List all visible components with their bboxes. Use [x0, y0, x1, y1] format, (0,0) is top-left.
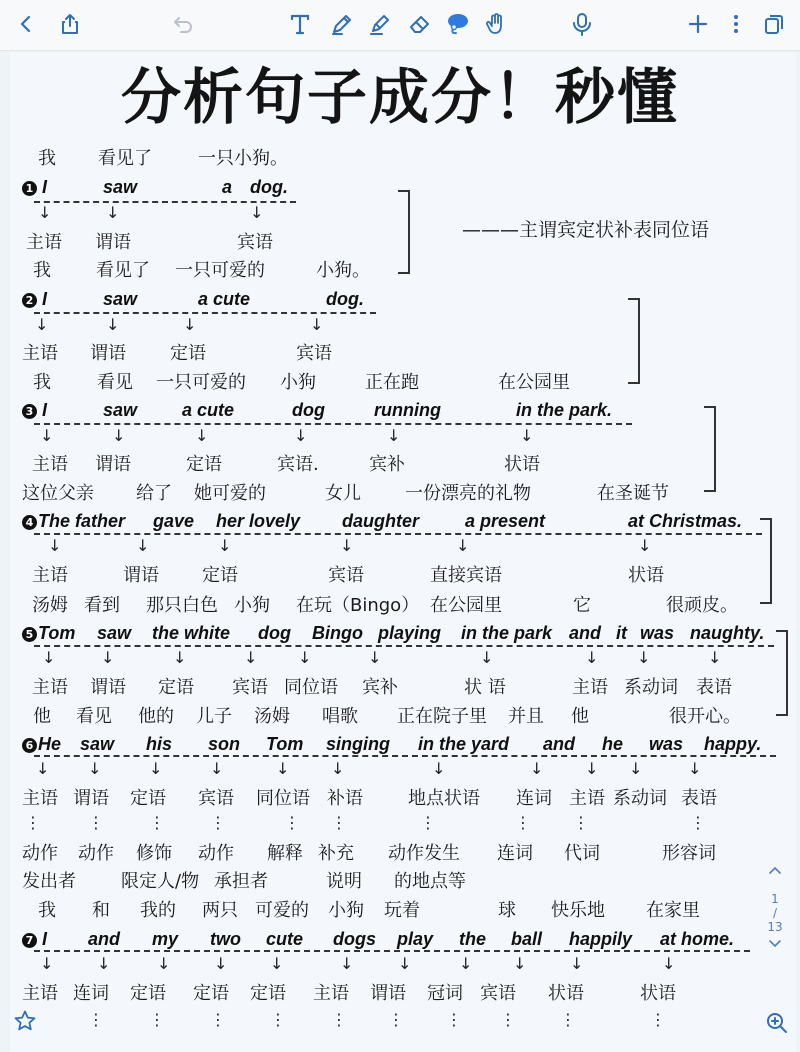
role-label: 谓语 [370, 983, 406, 1004]
arrow-down-icon: ↓ [298, 648, 312, 667]
sentence-number [22, 622, 38, 644]
arrow-down-icon: ↓ [250, 203, 264, 222]
en-word: Tom [266, 734, 304, 754]
arrow-down-icon: ↓ [637, 648, 651, 667]
role-label: 主语 [32, 454, 68, 475]
page-title: 分析句子成分！秒懂 [121, 63, 679, 133]
dashed-underline [34, 533, 762, 535]
cn-word: 我 [38, 900, 56, 921]
role-label: 宾语 [296, 343, 332, 364]
en-word: her lovely [216, 511, 301, 531]
dotted-connector: ⋮ [88, 1010, 102, 1029]
zoom-in-icon[interactable] [762, 1008, 792, 1038]
arrow-down-icon: ↓ [513, 954, 527, 973]
arrow-down-icon: ↓ [368, 648, 382, 667]
sentence-number [22, 176, 38, 198]
en-word: gave [153, 511, 195, 531]
en-word: was [640, 623, 675, 643]
en-word: saw [103, 177, 138, 197]
role-label: 地点状语 [408, 788, 480, 809]
bracket [704, 406, 716, 492]
dashed-underline [34, 950, 750, 952]
en-word: I [42, 400, 48, 420]
arrow-down-icon: ↓ [331, 759, 345, 778]
role-label: 谓语 [90, 677, 126, 698]
sentence-number [22, 399, 38, 421]
dotted-connector: ⋮ [420, 813, 434, 832]
arrow-down-icon: ↓ [708, 648, 722, 667]
arrow-down-icon: ↓ [214, 954, 228, 973]
cn-word: 玩着 [384, 900, 420, 921]
number-badge: 5 [22, 627, 37, 642]
star-icon[interactable] [10, 1006, 40, 1036]
en-word: I [42, 177, 48, 197]
role-label: 定语 [158, 677, 194, 698]
cn-word: 汤姆 [254, 706, 290, 727]
arrow-down-icon: ↓ [432, 759, 446, 778]
role-label: 主语 [22, 343, 58, 364]
cn-word: 一只小狗。 [198, 148, 288, 169]
cn-word: 很开心。 [669, 706, 741, 727]
en-word: He [38, 734, 62, 754]
role-label: 谓语 [95, 454, 131, 475]
cn-word: 他 [33, 706, 51, 727]
cn-word: 在公园里 [498, 372, 570, 393]
cn-word: 可爱的 [255, 900, 309, 921]
cn-word: 那只白色 [146, 595, 218, 616]
arrow-down-icon: ↓ [520, 426, 534, 445]
en-word: playing [378, 623, 442, 643]
cn-word: 小狗 [328, 900, 364, 921]
cn-word: 她可爱的 [194, 483, 266, 504]
role-label: 状语 [548, 983, 584, 1004]
lasso-icon[interactable] [442, 8, 474, 40]
cn-word: 汤姆 [32, 595, 68, 616]
dashed-underline [34, 312, 376, 314]
cn-word: 我的 [140, 900, 176, 921]
cn-word: 这位父亲 [22, 483, 94, 504]
explain-label: 的地点等 [394, 871, 466, 892]
bracket [398, 190, 410, 274]
number-badge: 3 [22, 404, 37, 419]
more-icon[interactable] [720, 8, 752, 40]
cn-word: 并且 [508, 706, 544, 727]
cn-word: 看到 [84, 595, 120, 616]
cn-word: 正在跑 [365, 372, 419, 393]
explain-label: 限定人/物 [121, 871, 200, 892]
dotted-connector: ⋮ [573, 813, 587, 832]
bracket [776, 630, 788, 716]
role-label: 表语 [696, 677, 732, 698]
cn-word: 两只 [202, 900, 238, 921]
role-label: 定语 [202, 565, 238, 586]
role-label: 定语 [193, 983, 229, 1004]
role-label: 定语 [130, 788, 166, 809]
en-word: my [152, 929, 179, 949]
arrow-down-icon: ↓ [42, 648, 56, 667]
arrow-down-icon: ↓ [173, 648, 187, 667]
dotted-connector: ⋮ [560, 1010, 574, 1029]
pen-icon[interactable] [326, 8, 358, 40]
en-word: dog [292, 400, 325, 420]
role-label: 谓语 [73, 788, 109, 809]
arrow-down-icon: ↓ [585, 759, 599, 778]
role-label: 连词 [73, 983, 109, 1004]
en-word: the white [152, 623, 231, 643]
explain-label: 连词 [497, 843, 533, 864]
page-separator: / [772, 906, 778, 920]
explain-label: 发出者 [22, 871, 76, 892]
role-label: 宾语 [237, 232, 273, 253]
role-label: 宾语 [232, 677, 268, 698]
arrow-down-icon: ↓ [530, 759, 544, 778]
en-word: dog. [326, 289, 364, 309]
en-word: play [397, 929, 434, 949]
explain-label: 解释 [267, 843, 303, 864]
en-word: dog [258, 623, 291, 643]
cn-word: 我 [33, 260, 51, 281]
en-word: a present [465, 511, 546, 531]
role-label: 主语 [572, 677, 608, 698]
sentence-number [22, 733, 38, 755]
note-sentence-components: ———主谓宾定状补表同位语 [462, 219, 710, 241]
cn-word: 小狗 [280, 372, 316, 393]
en-word: a [222, 177, 233, 197]
sentence-number [22, 510, 38, 532]
role-label: 定语 [130, 983, 166, 1004]
arrow-down-icon: ↓ [218, 536, 232, 555]
role-label: 宾语 [328, 565, 364, 586]
eraser-icon[interactable] [404, 8, 436, 40]
cn-word: 一只可爱的 [175, 260, 265, 281]
en-word: two [210, 929, 241, 949]
arrow-down-icon: ↓ [480, 648, 494, 667]
en-word: at home. [660, 929, 735, 949]
number-badge: 4 [22, 515, 37, 530]
explain-label: 动作 [198, 843, 234, 864]
role-label: 主语 [32, 677, 68, 698]
role-label: 谓语 [123, 565, 159, 586]
en-word: happy. [704, 734, 762, 754]
dotted-connector: ⋮ [88, 813, 102, 832]
arrow-down-icon: ↓ [570, 954, 584, 973]
arrow-down-icon: ↓ [270, 954, 284, 973]
dotted-connector: ⋮ [446, 1010, 460, 1029]
role-label: 同位语 [284, 677, 338, 698]
number-badge: 1 [22, 181, 37, 196]
microphone-icon[interactable] [566, 8, 598, 40]
arrow-down-icon: ↓ [183, 315, 197, 334]
arrow-down-icon: ↓ [112, 426, 126, 445]
arrow-down-icon: ↓ [106, 315, 120, 334]
en-word: it [616, 623, 627, 643]
en-word: running [374, 400, 441, 420]
arrow-down-icon: ↓ [459, 954, 473, 973]
role-label: 系动词 [624, 677, 678, 698]
arrow-down-icon: ↓ [157, 954, 171, 973]
en-word: in the yard [418, 734, 510, 754]
en-word: and [569, 623, 602, 643]
explain-label: 动作 [22, 843, 58, 864]
role-label: 系动词 [613, 788, 667, 809]
role-label: 状语 [504, 454, 540, 475]
en-word: was [649, 734, 684, 754]
cn-word: 他的 [138, 706, 174, 727]
cn-word: 我 [38, 148, 56, 169]
arrow-down-icon: ↓ [387, 426, 401, 445]
number-badge: 2 [22, 293, 37, 308]
arrow-down-icon: ↓ [106, 203, 120, 222]
text-tool-icon[interactable] [284, 8, 316, 40]
dotted-connector: ⋮ [331, 813, 345, 832]
dashed-underline [34, 755, 776, 757]
role-label: 定语 [186, 454, 222, 475]
en-word: a cute [198, 289, 251, 309]
en-word: ball [511, 929, 543, 949]
sentence-number [22, 288, 38, 310]
en-word: Bingo [312, 623, 363, 643]
arrow-down-icon: ↓ [40, 426, 54, 445]
en-word: in the park [461, 623, 553, 643]
dotted-connector: ⋮ [149, 813, 163, 832]
role-label: 主语 [22, 983, 58, 1004]
highlighter-icon[interactable] [364, 8, 396, 40]
cn-word: 在公园里 [430, 595, 502, 616]
en-word: at Christmas. [628, 511, 743, 531]
explain-label: 修饰 [136, 843, 172, 864]
sentence-number [22, 928, 38, 950]
page-current: 1 [771, 892, 779, 906]
arrow-down-icon: ↓ [101, 648, 115, 667]
arrow-down-icon: ↓ [456, 536, 470, 555]
arrow-down-icon: ↓ [88, 759, 102, 778]
en-word: cute [266, 929, 304, 949]
chevron-down-icon[interactable] [760, 938, 790, 952]
dashed-underline [34, 645, 774, 647]
en-word: dog. [250, 177, 288, 197]
role-label: 连词 [516, 788, 552, 809]
explain-label: 动作 [78, 843, 114, 864]
role-label: 宾补 [362, 677, 398, 698]
en-word: and [543, 734, 576, 754]
role-label: 状语 [640, 983, 676, 1004]
cn-word: 小狗。 [316, 260, 370, 281]
role-label: 同位语 [256, 788, 310, 809]
explain-label: 承担者 [214, 871, 268, 892]
en-word: a cute [182, 400, 235, 420]
arrow-down-icon: ↓ [585, 648, 599, 667]
arrow-down-icon: ↓ [310, 315, 324, 334]
role-label: 表语 [681, 788, 717, 809]
explain-label: 说明 [326, 871, 362, 892]
cn-word: 快乐地 [551, 900, 605, 921]
arrow-down-icon: ↓ [38, 203, 52, 222]
role-label: 主语 [569, 788, 605, 809]
en-word: he [602, 734, 624, 754]
page-indicator[interactable] [760, 864, 790, 974]
dotted-connector: ⋮ [331, 1010, 345, 1029]
cn-word: 看见 [97, 372, 133, 393]
en-word: I [42, 289, 48, 309]
dotted-connector: ⋮ [210, 1010, 224, 1029]
cn-word: 儿子 [196, 706, 232, 727]
cn-word: 给了 [136, 483, 172, 504]
en-word: dogs [333, 929, 376, 949]
arrow-down-icon: ↓ [638, 536, 652, 555]
cn-word: 和 [92, 900, 110, 921]
role-label: 状 语 [464, 677, 506, 698]
en-word: Tom [38, 623, 76, 643]
en-word: daughter [342, 511, 420, 531]
explain-label: 补充 [318, 843, 354, 864]
en-word: the [459, 929, 486, 949]
en-word: happily [569, 929, 633, 949]
en-word: saw [97, 623, 132, 643]
role-label: 宾语. [277, 454, 319, 475]
arrow-down-icon: ↓ [340, 536, 354, 555]
arrow-down-icon: ↓ [398, 954, 412, 973]
arrow-down-icon: ↓ [48, 536, 62, 555]
arrow-down-icon: ↓ [244, 648, 258, 667]
explain-label: 形容词 [662, 843, 716, 864]
role-label: 冠词 [427, 983, 463, 1004]
arrow-down-icon: ↓ [35, 315, 49, 334]
en-word: The father [38, 511, 126, 531]
role-label: 直接宾语 [430, 565, 502, 586]
number-badge: 6 [22, 738, 37, 753]
pages-icon[interactable] [758, 8, 790, 40]
arrow-down-icon: ↓ [294, 426, 308, 445]
cn-word: 我 [33, 372, 51, 393]
en-word: saw [103, 400, 138, 420]
toolbar [0, 0, 800, 51]
en-word: his [146, 734, 173, 754]
bracket [760, 518, 772, 604]
arrow-down-icon: ↓ [662, 954, 676, 973]
en-word: naughty. [690, 623, 765, 643]
arrow-down-icon: ↓ [688, 759, 702, 778]
role-label: 定语 [250, 983, 286, 1004]
chevron-up-icon[interactable] [760, 864, 790, 886]
cn-word: 唱歌 [322, 706, 358, 727]
arrow-down-icon: ↓ [36, 759, 50, 778]
role-label: 主语 [313, 983, 349, 1004]
cn-word: 在圣诞节 [597, 483, 669, 504]
dotted-connector: ⋮ [270, 1010, 284, 1029]
cn-word: 看见了 [98, 148, 152, 169]
en-word: I [42, 929, 48, 949]
role-label: 主语 [22, 788, 58, 809]
role-label: 主语 [26, 232, 62, 253]
arrow-down-icon: ↓ [276, 759, 290, 778]
en-word: saw [80, 734, 115, 754]
explain-label: 动作发生 [388, 843, 460, 864]
role-label: 主语 [32, 565, 68, 586]
arrow-down-icon: ↓ [40, 954, 54, 973]
dotted-connector: ⋮ [149, 1010, 163, 1029]
dotted-connector: ⋮ [515, 813, 529, 832]
cn-word: 它 [573, 595, 591, 616]
dotted-connector: ⋮ [388, 1010, 402, 1029]
cn-word: 很顽皮。 [666, 595, 738, 616]
bracket [628, 298, 640, 384]
undo-icon[interactable] [168, 8, 200, 40]
cn-word: 小狗 [234, 595, 270, 616]
cn-word: 一份漂亮的礼物 [405, 483, 531, 504]
role-label: 宾补 [369, 454, 405, 475]
arrow-down-icon: ↓ [210, 759, 224, 778]
hand-icon[interactable] [480, 8, 512, 40]
role-label: 补语 [327, 788, 363, 809]
en-word: and [88, 929, 121, 949]
arrow-down-icon: ↓ [136, 536, 150, 555]
dotted-connector: ⋮ [690, 813, 704, 832]
cn-word: 在玩（Bingo） [296, 595, 420, 616]
arrow-down-icon: ↓ [629, 759, 643, 778]
cn-word: 正在院子里 [397, 706, 487, 727]
arrow-down-icon: ↓ [149, 759, 163, 778]
cn-word: 女儿 [325, 483, 361, 504]
explain-label: 代词 [564, 843, 600, 864]
role-label: 定语 [170, 343, 206, 364]
back-icon[interactable] [10, 8, 42, 40]
arrow-down-icon: ↓ [340, 954, 354, 973]
cn-word: 看见 [76, 706, 112, 727]
add-icon[interactable] [682, 8, 714, 40]
cn-word: 球 [498, 900, 516, 921]
arrow-down-icon: ↓ [97, 954, 111, 973]
role-label: 谓语 [95, 232, 131, 253]
role-label: 宾语 [480, 983, 516, 1004]
dotted-connector: ⋮ [210, 813, 224, 832]
en-word: son [208, 734, 241, 754]
cn-word: 看见了 [96, 260, 150, 281]
arrow-down-icon: ↓ [195, 426, 209, 445]
share-icon[interactable] [54, 8, 86, 40]
dotted-connector: ⋮ [500, 1010, 514, 1029]
role-label: 宾语 [198, 788, 234, 809]
page-total: 13 [767, 920, 783, 934]
role-label: 状语 [628, 565, 664, 586]
dotted-connector: ⋮ [25, 813, 39, 832]
dashed-underline [34, 423, 632, 425]
dotted-connector: ⋮ [284, 813, 298, 832]
number-badge: 7 [22, 933, 37, 948]
cn-word: 一只可爱的 [156, 372, 246, 393]
en-word: in the park. [516, 400, 613, 420]
en-word: singing [326, 734, 390, 754]
en-word: saw [103, 289, 138, 309]
role-label: 谓语 [90, 343, 126, 364]
cn-word: 他 [571, 706, 589, 727]
dotted-connector: ⋮ [650, 1010, 664, 1029]
cn-word: 在家里 [646, 900, 700, 921]
